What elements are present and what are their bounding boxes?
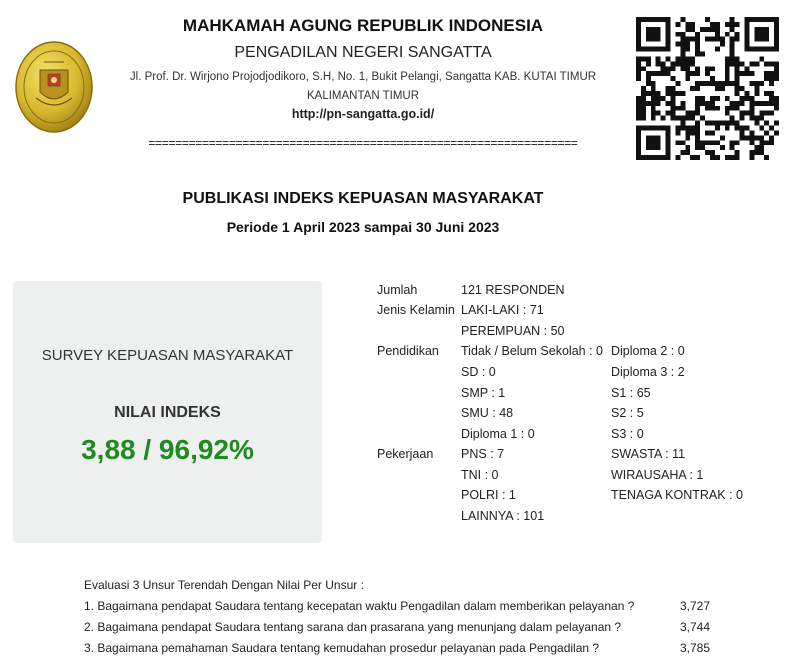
card-index-label: NILAI INDEKS [114, 404, 221, 421]
survey-period: Periode 1 April 2023 sampai 30 Juni 2023 [226, 219, 500, 235]
evaluation-item-text: 1. Bagaimana pendapat Saudara tentang kecepatan waktu Pengadilan dalam memberikan pelayanan ? [84, 599, 635, 613]
job-swasta: SWASTA : 11 [611, 447, 686, 461]
job-pns: PNS : 7 [461, 447, 505, 461]
court-emblem-logo [14, 40, 94, 134]
gender-female: PEREMPUAN : 50 [461, 324, 565, 338]
edu-smp: SMP : 1 [461, 386, 506, 400]
job-tni: TNI : 0 [461, 468, 499, 482]
edu-s1: S1 : 65 [611, 386, 651, 400]
gender-label: Jenis Kelamin [377, 303, 455, 317]
index-card [13, 281, 322, 543]
qr-code [636, 17, 779, 160]
court-name: PENGADILAN NEGERI SANGATTA [234, 44, 492, 61]
job-polri: POLRI : 1 [461, 488, 516, 502]
card-survey-label: SURVEY KEPUASAN MASYARAKAT [41, 347, 294, 364]
evaluation-item-value: 3,785 [680, 641, 711, 655]
evaluation-item-value: 3,727 [680, 599, 711, 613]
jumlah-label: Jumlah [377, 283, 418, 297]
edu-diploma1: Diploma 1 : 0 [461, 427, 535, 441]
evaluation-item-value: 3,744 [680, 620, 711, 634]
job-wirausaha: WIRAUSAHA : 1 [611, 468, 704, 482]
education-label: Pendidikan [377, 344, 439, 358]
job-tenaga-kontrak: TENAGA KONTRAK : 0 [611, 488, 743, 502]
edu-s2: S2 : 5 [611, 406, 644, 420]
edu-diploma3: Diploma 3 : 2 [611, 365, 685, 379]
edu-diploma2: Diploma 2 : 0 [611, 344, 685, 358]
court-address: Jl. Prof. Dr. Wirjono Projodjodikoro, S.H, No. 1, Bukit Pelangi, Sangatta KAB. KUTAI TIMUR KALIMANTAN TIMUR [129, 71, 597, 102]
edu-smu: SMU : 48 [461, 406, 514, 420]
evaluation-heading: Evaluasi 3 Unsur Terendah Dengan Nilai Per Unsur : [84, 578, 364, 592]
court-url[interactable]: http://pn-sangatta.go.id/ [291, 107, 435, 121]
institution-name: MAHKAMAH AGUNG REPUBLIK INDONESIA [182, 16, 544, 35]
edu-tidak-sekolah: Tidak / Belum Sekolah : 0 [461, 344, 603, 358]
gender-male: LAKI-LAKI : 71 [461, 303, 544, 317]
evaluation-item-text: 2. Bagaimana pendapat Saudara tentang sarana dan prasarana yang menunjang dalam pelayanan ? [84, 620, 622, 634]
job-lainnya: LAINNYA : 101 [461, 509, 545, 523]
edu-sd: SD : 0 [461, 365, 496, 379]
header-separator: ================================================================ [148, 136, 578, 150]
occupation-label: Pekerjaan [377, 447, 434, 461]
evaluation-item-text: 3. Bagaimana pemahaman Saudara tentang kemudahan prosedur pelayanan pada Pengadilan ? [84, 641, 600, 655]
page-title: PUBLIKASI INDEKS KEPUASAN MASYARAKAT [182, 190, 544, 207]
jumlah-value: 121 RESPONDEN [461, 283, 565, 297]
edu-s3: S3 : 0 [611, 427, 644, 441]
index-value: 3,88 / 96,92% [81, 434, 254, 465]
